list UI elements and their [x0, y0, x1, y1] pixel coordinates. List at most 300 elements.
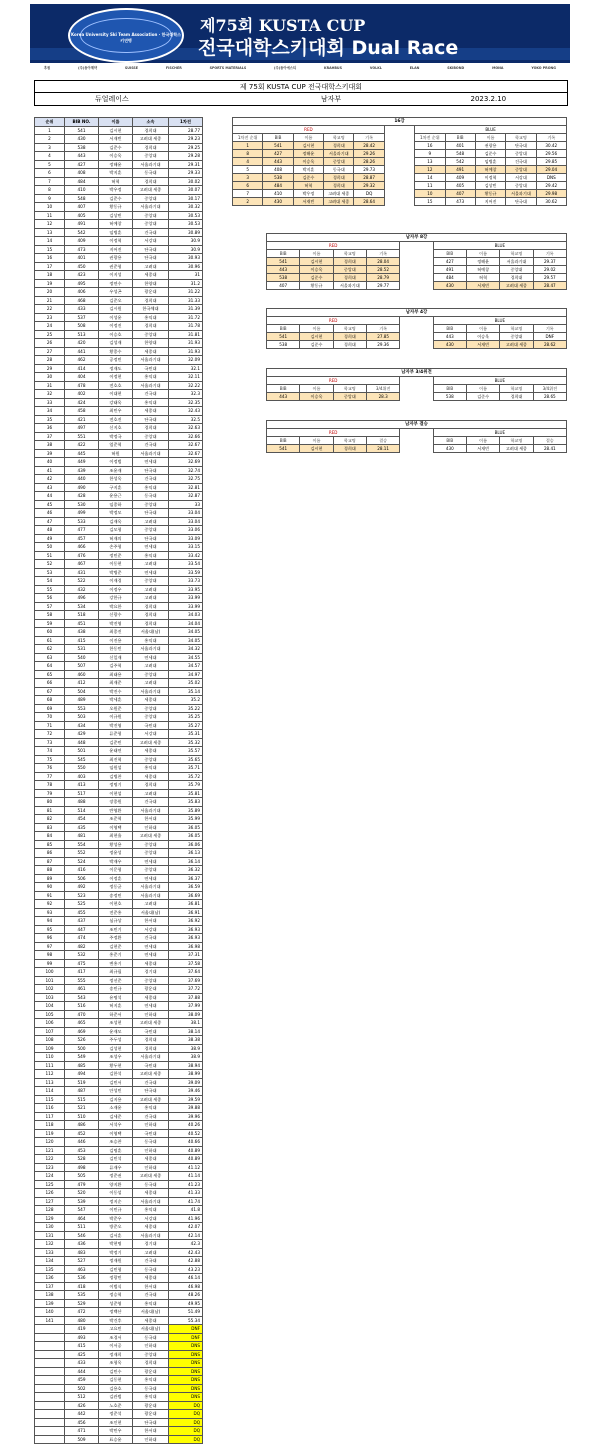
result-bib: 460: [65, 670, 99, 679]
sponsor-logo: SKIBOND: [447, 65, 465, 70]
result-time: 37.72: [169, 985, 203, 994]
result-row: [35, 449, 203, 458]
result-rank: [35, 1342, 65, 1351]
red-racer-cell: 김시현: [300, 445, 333, 453]
blue-racer-cell: 491: [433, 266, 466, 274]
result-rank: [35, 1333, 65, 1342]
result-bib: 549: [65, 1053, 99, 1062]
blue-racer-cell: 이정혁: [475, 174, 505, 182]
red-column-header: 이름: [300, 385, 333, 393]
result-school: 고려대: [133, 1248, 169, 1257]
heat-row: [267, 258, 567, 266]
result-school: 중앙대: [133, 670, 169, 679]
result-row: [35, 798, 203, 807]
result-bib: 450: [65, 262, 99, 271]
result-time: 30.9: [169, 237, 203, 246]
result-row: [35, 517, 203, 526]
result-row: [35, 925, 203, 934]
result-row: [35, 526, 203, 535]
result-bib: 445: [65, 449, 99, 458]
red-column-header: 이름: [300, 325, 333, 333]
result-name: 강한규: [99, 594, 133, 603]
result-school: 중앙대: [133, 577, 169, 586]
result-bib: 481: [65, 832, 99, 841]
result-name: 김준민: [99, 738, 133, 747]
result-bib: 509: [65, 1435, 99, 1444]
result-name: 이지성: [99, 271, 133, 280]
result-time: 30.17: [169, 194, 203, 203]
result-time: 35.22: [169, 704, 203, 713]
result-name: 정재원: [99, 1257, 133, 1266]
result-name: 전준홍: [99, 908, 133, 917]
result-name: 신광수: [99, 611, 133, 620]
result-school: 동국대: [133, 1384, 169, 1393]
result-row: [35, 1087, 203, 1096]
result-row: [35, 245, 203, 254]
red-racer-cell: 484: [263, 182, 293, 190]
result-bib: 465: [65, 1019, 99, 1028]
result-name: 조형욱: [99, 1359, 133, 1368]
result-school: 한양대: [133, 339, 169, 348]
result-school: 중앙대: [133, 704, 169, 713]
result-school: 국민대: [133, 1061, 169, 1070]
result-bib: 512: [65, 1393, 99, 1402]
result-name: 정백산: [99, 1308, 133, 1317]
result-bib: 447: [65, 925, 99, 934]
blue-racer-cell: 29.02: [533, 266, 566, 274]
result-bib: 500: [65, 1044, 99, 1053]
result-row: [35, 1019, 203, 1028]
banner-title-line1: 제75회 KUSTA CUP: [200, 16, 366, 35]
result-school: 서울과기대: [133, 883, 169, 892]
result-rank: 129: [35, 1214, 65, 1223]
result-time: 36.92: [169, 917, 203, 926]
red-racer-cell: 동국대: [324, 166, 354, 174]
result-row: [35, 679, 203, 688]
result-school: 단국대: [133, 415, 169, 424]
result-school: 서울과기대: [133, 1197, 169, 1206]
red-racer-cell: 고려대 세종: [324, 198, 354, 206]
red-racer-cell: 2: [233, 198, 263, 206]
lane-gap: [400, 429, 433, 437]
result-row: [35, 1367, 203, 1376]
result-time: 33.54: [169, 560, 203, 569]
result-school: 고려대: [133, 585, 169, 594]
result-school: 경희대: [133, 1359, 169, 1368]
result-time: 35.25: [169, 713, 203, 722]
red-racer-cell: 8: [233, 150, 263, 158]
result-time: 36.05: [169, 832, 203, 841]
result-row: [35, 169, 203, 178]
result-school: 동국대: [133, 1180, 169, 1189]
result-row: [35, 424, 203, 433]
result-bib: 529: [65, 1299, 99, 1308]
result-name: 정윤성: [99, 849, 133, 858]
result-time: 37.31: [169, 951, 203, 960]
result-bib: 421: [65, 415, 99, 424]
blue-racer-cell: 김준수: [466, 393, 499, 401]
result-row: [35, 458, 203, 467]
sponsor-strip: [30, 63, 570, 72]
result-rank: 99: [35, 959, 65, 968]
result-time: 30.07: [169, 186, 203, 195]
red-racer-cell: DQ: [354, 190, 384, 198]
result-row: [35, 296, 203, 305]
result-bib: 429: [65, 730, 99, 739]
result-bib: 471: [65, 1427, 99, 1436]
result-rank: 115: [35, 1095, 65, 1104]
result-time: 31.33: [169, 296, 203, 305]
result-time: 42.88: [169, 1257, 203, 1266]
result-time: 39.59: [169, 1095, 203, 1104]
blue-racer-cell: 경희대: [500, 274, 533, 282]
result-time: 33.09: [169, 534, 203, 543]
blue-column-header: BIB: [433, 385, 466, 393]
heat-row: [267, 341, 567, 349]
red-racer-cell: 407: [267, 282, 300, 290]
result-rank: 73: [35, 738, 65, 747]
red-lane-label: RED: [233, 126, 385, 134]
result-rank: 15: [35, 245, 65, 254]
result-rank: 139: [35, 1299, 65, 1308]
sponsor-logo: SPORTS MATERIALS: [209, 65, 247, 70]
result-row: [35, 1027, 203, 1036]
result-school: 인하대: [133, 1146, 169, 1155]
result-rank: 56: [35, 594, 65, 603]
result-rank: 64: [35, 662, 65, 671]
result-name: 이진용: [99, 636, 133, 645]
result-time: 32.63: [169, 424, 203, 433]
result-row: [35, 1240, 203, 1249]
result-name: 김용호: [99, 1384, 133, 1393]
result-name: 김준수: [99, 143, 133, 152]
result-rank: 137: [35, 1282, 65, 1291]
lane-gap: [384, 158, 414, 166]
lane-gap: [400, 258, 433, 266]
red-racer-cell: 6: [233, 182, 263, 190]
result-school: 경희대: [133, 619, 169, 628]
result-rank: [35, 1401, 65, 1410]
result-school: 한양대: [133, 279, 169, 288]
result-row: [35, 1359, 203, 1368]
blue-racer-cell: 건국대: [506, 158, 536, 166]
result-time: DNS: [169, 1384, 203, 1393]
heat-row: [233, 190, 567, 198]
result-bib: 461: [65, 985, 99, 994]
red-column-header: 이름: [300, 250, 333, 258]
result-rank: 113: [35, 1078, 65, 1087]
result-school: 홍익대: [133, 764, 169, 773]
blue-column-header: 학교명: [506, 134, 536, 142]
red-column-header: BIB: [267, 250, 300, 258]
result-school: 인하대: [133, 1163, 169, 1172]
result-rank: 127: [35, 1197, 65, 1206]
result-rank: [35, 1367, 65, 1376]
result-bib: 526: [65, 1036, 99, 1045]
red-racer-cell: 이승욱: [300, 266, 333, 274]
result-name: 정연수: [99, 279, 133, 288]
red-racer-cell: 29.32: [354, 182, 384, 190]
result-rank: 101: [35, 976, 65, 985]
blue-column-header: 학교명: [500, 385, 533, 393]
result-time: 41.96: [169, 1214, 203, 1223]
result-name: 한동민: [99, 645, 133, 654]
result-time: 31.81: [169, 330, 203, 339]
result-bib: 537: [65, 313, 99, 322]
result-time: 33.73: [169, 577, 203, 586]
red-racer-cell: 29.26: [354, 150, 384, 158]
result-bib: 457: [65, 534, 99, 543]
result-name: 이정현: [99, 373, 133, 382]
result-school: 건국대: [133, 390, 169, 399]
result-time: 38.1: [169, 1019, 203, 1028]
result-name: 박준우: [99, 1214, 133, 1223]
sponsor-logo: SUISSE: [124, 65, 139, 70]
result-bib: 405: [65, 211, 99, 220]
semifinal-bracket: [266, 308, 567, 349]
event-date: 2023.2.10: [470, 95, 507, 103]
result-time: 40.26: [169, 1121, 203, 1130]
result-school: 고려대: [133, 594, 169, 603]
result-row: [35, 1393, 203, 1402]
result-row: [35, 1342, 203, 1351]
result-school: 연세대: [133, 653, 169, 662]
result-name: 윤용근: [99, 492, 133, 501]
result-row: [35, 823, 203, 832]
result-name: 이동섭: [99, 1189, 133, 1198]
result-school: 경희대: [133, 1036, 169, 1045]
result-time: 43.23: [169, 1265, 203, 1274]
result-row: [35, 1223, 203, 1232]
red-column-header: 학교명: [333, 385, 366, 393]
red-column-header: 3/4위전: [366, 385, 399, 393]
result-name: 박현명: [99, 1240, 133, 1249]
result-row: [35, 883, 203, 892]
result-rank: 126: [35, 1189, 65, 1198]
result-row: [35, 636, 203, 645]
result-row: [35, 993, 203, 1002]
result-time: DNF: [169, 1333, 203, 1342]
result-school: 서울과기대: [133, 806, 169, 815]
result-time: 51.49: [169, 1308, 203, 1317]
result-school: 한서대: [133, 1282, 169, 1291]
event-name: 듀얼레이스: [95, 95, 129, 103]
blue-racer-cell: 28.47: [533, 282, 566, 290]
sponsor-logo: KRAHBUS: [324, 65, 342, 70]
result-time: 36.93: [169, 934, 203, 943]
result-name: 손주형: [99, 543, 133, 552]
red-racer-cell: 고려대 세종: [324, 190, 354, 198]
result-time: 31.78: [169, 322, 203, 331]
red-racer-cell: 중앙대: [324, 158, 354, 166]
result-school: 단국대: [133, 509, 169, 518]
result-rank: 86: [35, 849, 65, 858]
result-bib: 480: [65, 1316, 99, 1325]
result-row: [35, 1350, 203, 1359]
result-time: 41.12: [169, 1163, 203, 1172]
result-rank: 4: [35, 152, 65, 161]
result-name: 최현율: [99, 832, 133, 841]
blue-racer-cell: 이승욱: [466, 333, 499, 341]
result-name: 정지순: [99, 1197, 133, 1206]
blue-column-header: 이름: [466, 325, 499, 333]
sponsor-logo: (주)동아에스티: [274, 66, 297, 70]
logo-text: Korea University Ski Team Association · 한국대학스키연맹: [70, 32, 181, 43]
blue-column-header: 학교명: [500, 437, 533, 445]
sponsor-logo: MONA: [492, 65, 504, 70]
result-bib: 517: [65, 789, 99, 798]
result-rank: 43: [35, 483, 65, 492]
red-column-header: 기록: [354, 134, 384, 142]
result-bib: 497: [65, 424, 99, 433]
result-rank: 8: [35, 186, 65, 195]
result-name: 정승혁: [99, 1291, 133, 1300]
result-name: 김현준: [99, 942, 133, 951]
result-row: [35, 1197, 203, 1206]
result-row: [35, 755, 203, 764]
result-school: 연세대: [133, 543, 169, 552]
lane-gap: [384, 174, 414, 182]
result-school: 건국대: [133, 1257, 169, 1266]
result-bib: 552: [65, 849, 99, 858]
result-name: 정광민: [99, 1274, 133, 1283]
result-row: [35, 228, 203, 237]
result-school: 인하대: [133, 1010, 169, 1019]
result-rank: 121: [35, 1146, 65, 1155]
result-bib: 522: [65, 577, 99, 586]
result-school: 홍익대: [133, 1299, 169, 1308]
result-bib: 463: [65, 1265, 99, 1274]
result-school: 서울과기대: [133, 1231, 169, 1240]
result-bib: 528: [65, 1155, 99, 1164]
blue-racer-cell: 13: [415, 158, 445, 166]
result-school: 인하대: [133, 823, 169, 832]
result-name: 이규원: [99, 713, 133, 722]
result-name: 우성곤: [99, 288, 133, 297]
result-school: 고려대 세종: [133, 186, 169, 195]
result-name: 조민기: [99, 925, 133, 934]
result-bib: 413: [65, 781, 99, 790]
result-school: 중앙대: [133, 1350, 169, 1359]
red-racer-cell: 경희대: [333, 258, 366, 266]
result-row: [35, 330, 203, 339]
blue-racer-cell: 28.65: [533, 393, 566, 401]
result-row: [35, 713, 203, 722]
blue-racer-cell: 고려대 세종: [500, 445, 533, 453]
result-name: 권광용: [99, 254, 133, 263]
result-row: [35, 942, 203, 951]
result-row: [35, 866, 203, 875]
result-bib: 454: [65, 815, 99, 824]
result-bib: 553: [65, 704, 99, 713]
result-school: 연세대: [133, 458, 169, 467]
result-row: [35, 415, 203, 424]
result-row: [35, 211, 203, 220]
result-school: 중앙대: [133, 755, 169, 764]
result-name: 오원준: [99, 704, 133, 713]
result-time: 32.66: [169, 432, 203, 441]
result-time: 41.8: [169, 1206, 203, 1215]
result-rank: 78: [35, 781, 65, 790]
result-time: 35.27: [169, 721, 203, 730]
result-school: 연세대: [133, 857, 169, 866]
result-row: [35, 373, 203, 382]
result-rank: 21: [35, 296, 65, 305]
result-name: 이영택: [99, 1129, 133, 1138]
result-name: 한성욱: [99, 475, 133, 484]
result-bib: 425: [65, 1350, 99, 1359]
result-name: 조경서: [99, 1333, 133, 1342]
result-name: 김시원: [99, 305, 133, 314]
result-time: 31.39: [169, 305, 203, 314]
result-rank: 136: [35, 1274, 65, 1283]
lane-gap: [400, 445, 433, 453]
result-school: 홍익대: [133, 398, 169, 407]
result-bib: 514: [65, 806, 99, 815]
result-row: [35, 1308, 203, 1317]
result-row: [35, 747, 203, 756]
lane-gap: [400, 274, 433, 282]
result-rank: 117: [35, 1112, 65, 1121]
blue-column-header: 기록: [533, 250, 566, 258]
result-row: [35, 1427, 203, 1436]
result-name: 박우정: [99, 186, 133, 195]
overall-column-header: 1차전: [169, 118, 203, 127]
result-name: 엄준혁: [99, 441, 133, 450]
result-school: 중앙대: [133, 500, 169, 509]
result-name: 최종진: [99, 628, 133, 637]
lane-gap: [400, 341, 433, 349]
result-rank: 80: [35, 798, 65, 807]
result-bib: 525: [65, 900, 99, 909]
result-rank: 32: [35, 390, 65, 399]
result-time: 35.14: [169, 687, 203, 696]
red-column-header: 학교명: [333, 437, 366, 445]
blue-column-header: 1차전 순위: [415, 134, 445, 142]
red-racer-cell: 28.3: [366, 393, 399, 401]
result-bib: 433: [65, 1359, 99, 1368]
result-bib: 448: [65, 738, 99, 747]
result-name: 최민우: [99, 407, 133, 416]
result-time: 36.59: [169, 883, 203, 892]
lane-gap: [400, 317, 433, 325]
result-name: 박정국: [99, 432, 133, 441]
result-bib: 491: [65, 220, 99, 229]
result-bib: 420: [65, 339, 99, 348]
result-row: [35, 976, 203, 985]
result-rank: 34: [35, 407, 65, 416]
heat-row: [233, 158, 567, 166]
result-rank: 9: [35, 194, 65, 203]
result-time: 39.09: [169, 1078, 203, 1087]
result-bib: 409: [65, 237, 99, 246]
result-rank: 37: [35, 432, 65, 441]
result-time: 37.88: [169, 993, 203, 1002]
result-row: [35, 730, 203, 739]
result-bib: 534: [65, 602, 99, 611]
result-time: 28.77: [169, 126, 203, 135]
result-school: 세종대: [133, 1316, 169, 1325]
red-racer-cell: 408: [263, 166, 293, 174]
result-row: [35, 585, 203, 594]
result-bib: 426: [65, 1401, 99, 1410]
result-rank: 68: [35, 696, 65, 705]
result-time: 32.09: [169, 356, 203, 365]
result-school: 서울과기대: [133, 687, 169, 696]
result-rank: 18: [35, 271, 65, 280]
result-bib: 423: [65, 271, 99, 280]
result-name: 임종하: [99, 500, 133, 509]
